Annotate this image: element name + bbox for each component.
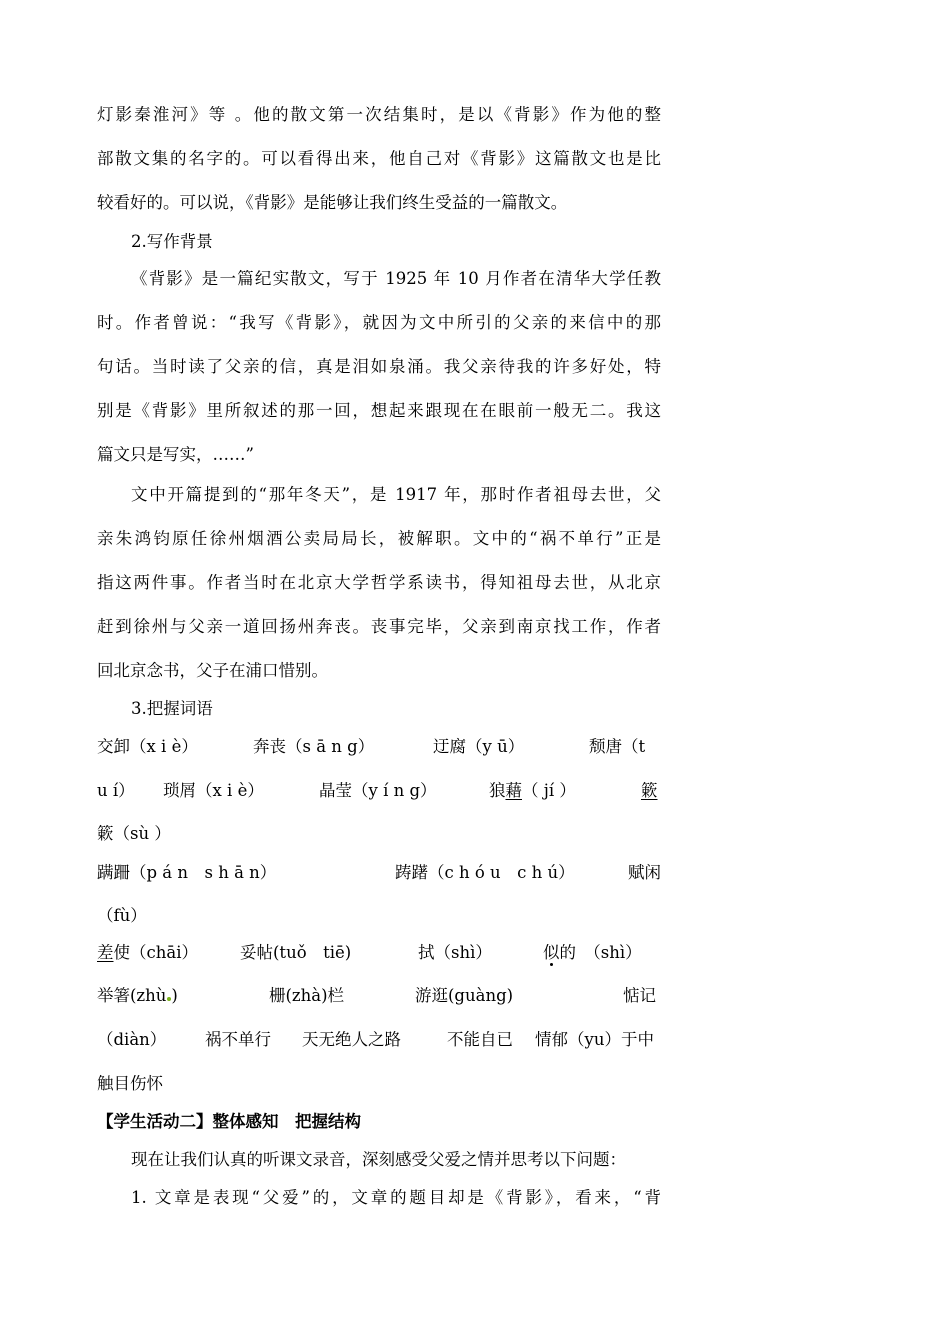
vocab-item: 颓唐（t [589, 737, 646, 756]
vocab-item: 琐屑（x i è） [163, 781, 264, 800]
text-line: 亲朱鸿钧原任徐州烟酒公卖局局长，被解职。文中的“祸不单行”正是 [97, 529, 661, 548]
vocab-item: 拭（shì） [418, 943, 492, 962]
vocab-item: 蹒跚（p á n s h ā n） [97, 863, 277, 882]
underlined-char: 差 [97, 943, 114, 962]
text-line: 较看好的。可以说，《背影》是能够让我们终生受益的一篇散文。 [97, 193, 568, 212]
vocab-item: 触目伤怀 [97, 1074, 163, 1093]
vocab-item: 祸不单行 [205, 1030, 271, 1049]
vocab-item: 惦记 [623, 986, 656, 1005]
vocab-item: 迂腐（y ū） [433, 737, 525, 756]
text-line: 《背影》是一篇纪实散文，写于 1925 年 10 月作者在清华大学任教 [131, 269, 661, 288]
underlined-char: 簌 [641, 781, 658, 800]
vocab-item [97, 985, 178, 1007]
text-line: 回北京念书，父子在浦口惜别。 [97, 661, 328, 680]
vocab-item [97, 942, 198, 964]
vocab-text: 举箸(zhù [97, 986, 167, 1005]
vocab-pinyin: （ jí ） [522, 781, 576, 800]
vocab-item: （diàn） [97, 1030, 167, 1049]
vocab-item [543, 942, 642, 964]
vocab-item: 晶莹（y í n g） [319, 781, 437, 800]
vocab-item [489, 780, 576, 802]
text-line: 部散文集的名字的。可以看得出来，他自己对《背影》这篇散文也是比 [97, 149, 661, 168]
activity-heading: 【学生活动二】整体感知 把握结构 [97, 1112, 361, 1131]
vocab-item: 簌（sù ） [97, 824, 171, 843]
text-line: 灯影秦淮河》等 。他的散文第一次结集时，是以《背影》作为他的整 [97, 105, 661, 124]
vocab-item: 天无绝人之路 [302, 1030, 401, 1049]
section-heading: 3.把握词语 [131, 699, 213, 718]
text-line: 文中开篇提到的“那年冬天”，是 1917 年，那时作者祖母去世，父 [131, 485, 661, 504]
vocab-item: 奔丧（s ā n g） [253, 737, 375, 756]
vocab-item: （fù） [97, 906, 147, 925]
text-line: 指这两件事。作者当时在北京大学哲学系读书，得知祖母去世，从北京 [97, 573, 661, 592]
text-line: 句话。当时读了父亲的信，真是泪如泉涌。我父亲待我的许多好处，特 [97, 357, 661, 376]
text-line: 篇文只是写实，……” [97, 445, 254, 464]
vocab-char: 狼 [489, 781, 506, 800]
question-line: 1. 文章是表现“父爱”的，文章的题目却是《背影》，看来，“背 [131, 1188, 661, 1207]
emphasis-dot-char: 似 [543, 943, 560, 962]
vocab-pinyin: 使（chāi） [113, 943, 198, 962]
vocab-item: 交卸（x i è） [97, 737, 198, 756]
vocab-item: u í） [97, 781, 135, 800]
text-line: 别是《背影》里所叙述的那一回，想起来跟现在在眼前一般无二。我这 [97, 401, 661, 420]
vocab-item: 情郁（yu）于中 [535, 1030, 654, 1049]
text-line: 赶到徐州与父亲一道回扬州奔丧。丧事完毕，父亲到南京找工作，作者 [97, 617, 661, 636]
vocab-item: 踌躇（c h ó u c h ú） [395, 863, 575, 882]
text-line: 时。作者曾说：“我写《背影》，就因为文中所引的父亲的来信中的那 [97, 313, 661, 332]
section-heading: 2.写作背景 [131, 232, 213, 251]
vocab-pinyin: 的 （shì） [559, 943, 642, 962]
vocab-item: 游逛(guàng) [415, 986, 514, 1005]
vocab-item: 栅(zhà)栏 [269, 986, 345, 1005]
text-line: 现在让我们认真的听课文录音，深刻感受父爱之情并思考以下问题： [131, 1150, 626, 1169]
vocab-text: ) [171, 986, 178, 1005]
vocab-item: 不能自已 [447, 1030, 513, 1049]
vocab-item: 赋闲 [628, 863, 661, 882]
vocab-item: 妥帖(tuǒ tiē) [240, 943, 352, 962]
underlined-char: 藉 [505, 781, 522, 800]
